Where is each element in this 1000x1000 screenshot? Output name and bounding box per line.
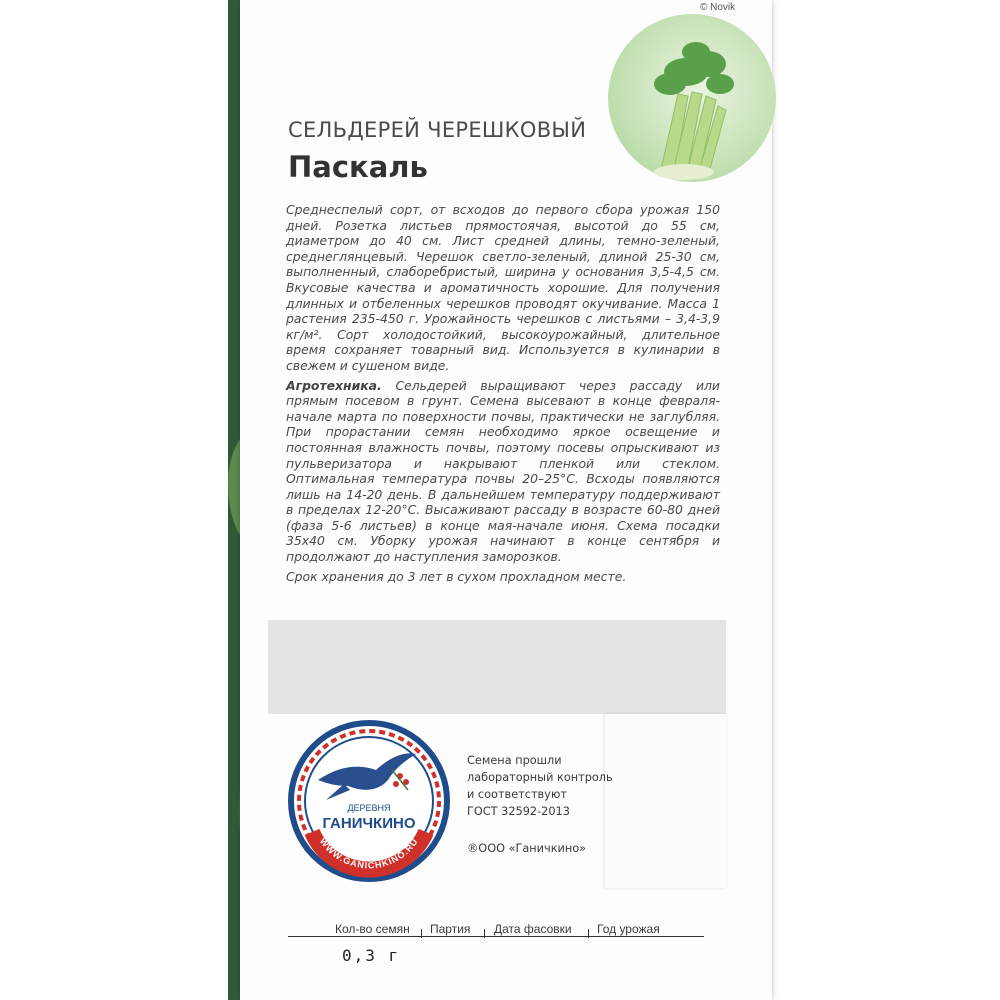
- batch-header: Партия: [430, 922, 471, 936]
- logo-village-label: ДЕРЕВНЯ: [347, 803, 391, 813]
- column-divider: [588, 929, 589, 938]
- quality-control-note: [467, 752, 613, 820]
- stamp-area: [604, 714, 726, 888]
- ganichkino-logo: [288, 720, 450, 882]
- logo-emblem-icon: [288, 720, 450, 882]
- table-divider: [288, 936, 704, 937]
- logo-url-label: WWW.GANICHKINO.RU: [317, 836, 421, 871]
- logo-brand-label: ГАНИЧКИНО: [322, 815, 416, 832]
- label-area: [268, 620, 726, 714]
- column-divider: [421, 929, 422, 938]
- celery-illustration: [608, 14, 776, 182]
- product-name: Паскаль: [288, 150, 428, 184]
- celery-icon: [608, 14, 776, 182]
- control-line: и соответствуют: [467, 788, 567, 801]
- packing-date-header: Дата фасовки: [494, 922, 572, 936]
- control-line: лабораторный контроль: [467, 771, 613, 784]
- agrotechnics-paragraph: [286, 378, 720, 565]
- variety-description: Среднеспелый сорт, от всходов до первого сбора урожая 150 дней. Розетка листьев прямостоячая, высотой до 55 см, диаметром до 40 см. Лист средней длины, темно-зеленый, среднеглянцевый. Черешок светло-зеленый, длиной 25-30 см, выполненный, слаборебристый, ширина у основания 3,5-4,5 см. Вкусовые качества и ароматичность хорошие. Для получения длинных и отбеленных черешков проводят окучивание. Масса 1 растения 235-450 г. Урожайность черешков с листьями – 3,4-3,9 кг/м². Сорт холодостойкий, высокоурожайный, длительное время сохраняет товарный вид. Используется в кулинарии в свежем и сушеном виде.: [286, 202, 720, 373]
- company-name: ®ООО «Ганичкино»: [467, 842, 587, 855]
- seed-count-header: Кол-во семян: [335, 922, 410, 936]
- storage-note: Срок хранения до 3 лет в сухом прохладном месте.: [286, 568, 627, 584]
- column-divider: [484, 929, 485, 938]
- agrotechnics-text: Сельдерей выращивают через рассаду или прямым посевом в грунт. Семена высевают в конце февраля-начале марта по поверхности почвы, практически не заглубляя. При прорастании семян необходимо яркое освещение и постоянная влажность почвы, поэтому посевы опрыскивают из пульверизатора и накрывают пленкой или стеклом. Оптимальная температура почвы 20–25°С. Всходы появляются лишь на 14-20 день. В дальнейшем температуру поддерживают в пределах 12-20°С. Высаживают рассаду в возрасте 60-80 дней (фаза 5-6 листьев) в конце мая-начале июня. Схема посадки 35х40 см. Уборку урожая начинают в конце сентября и продолжают до наступления заморозков.: [286, 377, 720, 565]
- control-line: Семена прошли: [467, 754, 562, 767]
- seed-weight: 0,3 г: [342, 946, 401, 965]
- copyright-text: © Novik: [700, 2, 736, 13]
- product-description-block: [286, 202, 720, 588]
- harvest-year-header: Год урожая: [597, 922, 660, 936]
- agrotechnics-label: Агротехника.: [286, 377, 382, 393]
- product-kind: СЕЛЬДЕРЕЙ ЧЕРЕШКОВЫЙ: [288, 118, 587, 142]
- gost-standard: ГОСТ 32592-2013: [467, 805, 570, 818]
